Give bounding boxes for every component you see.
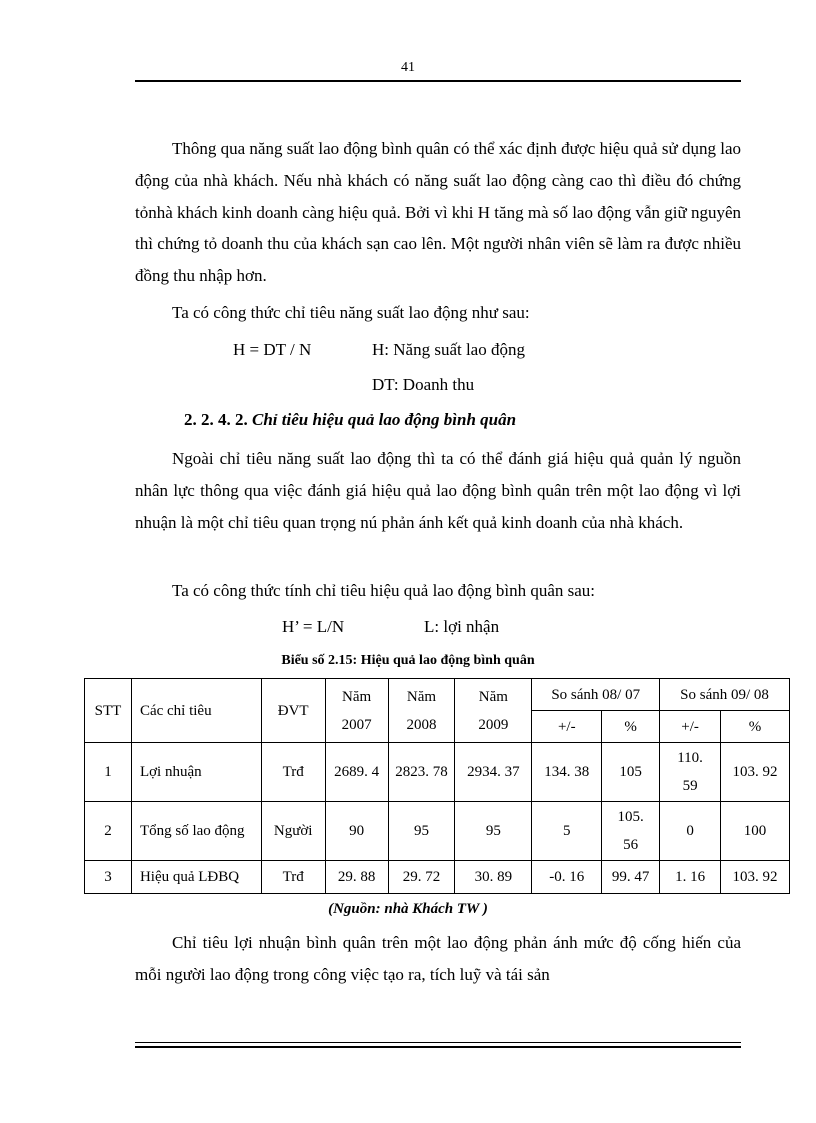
header-rule: [135, 80, 741, 82]
section-number: 2. 2. 4. 2.: [184, 410, 248, 429]
section-title: Chỉ tiêu hiệu quả lao động bình quân: [252, 410, 517, 429]
footer-rule: [135, 1042, 741, 1043]
footer-rule: [135, 1046, 741, 1048]
header-compare-08-07: So sánh 08/ 07: [532, 679, 660, 711]
table-header-row: [85, 679, 790, 711]
header-pct: %: [721, 711, 790, 743]
header-2007: Năm 2007: [325, 679, 388, 743]
formula-intro: Ta có công thức chỉ tiêu năng suất lao động như sau:: [172, 303, 530, 322]
page-number: 41: [401, 60, 415, 75]
header-indicator: Các chỉ tiêu: [131, 679, 261, 743]
table-row: 3 Hiệu quả LĐBQ Trđ 29. 88 29. 72 30. 89 -0. 16 99. 47 1. 16 103. 92: [85, 861, 790, 894]
header-compare-09-08: So sánh 09/ 08: [660, 679, 790, 711]
formula-h-definition: H: Năng suất lao động: [372, 340, 525, 359]
table-caption: Biểu số 2.15: Hiệu quả lao động bình quân: [281, 653, 535, 668]
section-heading: [184, 410, 516, 430]
formula-h: H = DT / N: [233, 340, 312, 359]
header-pct: %: [602, 711, 660, 743]
paragraph-average-efficiency: Ngoài chỉ tiêu năng suất lao động thì ta có thể đánh giá hiệu quả quản lý nguồn nhân lực thông qua việc đánh giá hiệu quả lao động bình quân trên một lao động vì lợi nhuận là một chỉ tiêu quan trọng nú phản ánh kết quả kinh doanh của nhà khách.: [135, 449, 741, 532]
table-source: (Nguồn: nhà Khách TW ): [328, 901, 488, 917]
header-unit: ĐVT: [261, 679, 325, 743]
header-2008: Năm 2008: [388, 679, 455, 743]
header-2009: Năm 2009: [455, 679, 532, 743]
formula-dt-definition: DT: Doanh thu: [372, 375, 475, 394]
paragraph-contribution: Chỉ tiêu lợi nhuận bình quân trên một lao động phản ánh mức độ cống hiến của mỗi người lao động trong công việc tạo ra, tích luỹ và tái sản: [135, 933, 741, 984]
table-row: 2 Tổng số lao động Người 90 95 95 5 105. 56 0 100: [85, 802, 790, 861]
header-diff: +/-: [532, 711, 602, 743]
header-stt: STT: [85, 679, 132, 743]
formula-h-prime: H’ = L/N: [282, 617, 345, 636]
efficiency-table: [84, 678, 790, 894]
paragraph-productivity: Thông qua năng suất lao động bình quân có thể xác định được hiệu quả sử dụng lao động của nhà khách. Nếu nhà khách có năng suất lao động càng cao thì điều đó chứng tỏnhà khách kinh doanh càng hiệu quả. Bởi vì khi H tăng mà số lao động vẫn giữ nguyên thì chứng tỏ doanh thu của khách sạn cao lên. Một người nhân viên sẽ làm ra được nhiều đồng thu nhập hơn.: [135, 139, 742, 286]
table-row: 1 Lợi nhuận Trđ 2689. 4 2823. 78 2934. 37 134. 38 105 110. 59 103. 92: [85, 743, 790, 802]
header-diff: +/-: [660, 711, 721, 743]
formula-l-definition: L: lợi nhận: [424, 617, 500, 636]
formula2-intro: Ta có công thức tính chỉ tiêu hiệu quả lao động bình quân sau:: [172, 581, 596, 600]
